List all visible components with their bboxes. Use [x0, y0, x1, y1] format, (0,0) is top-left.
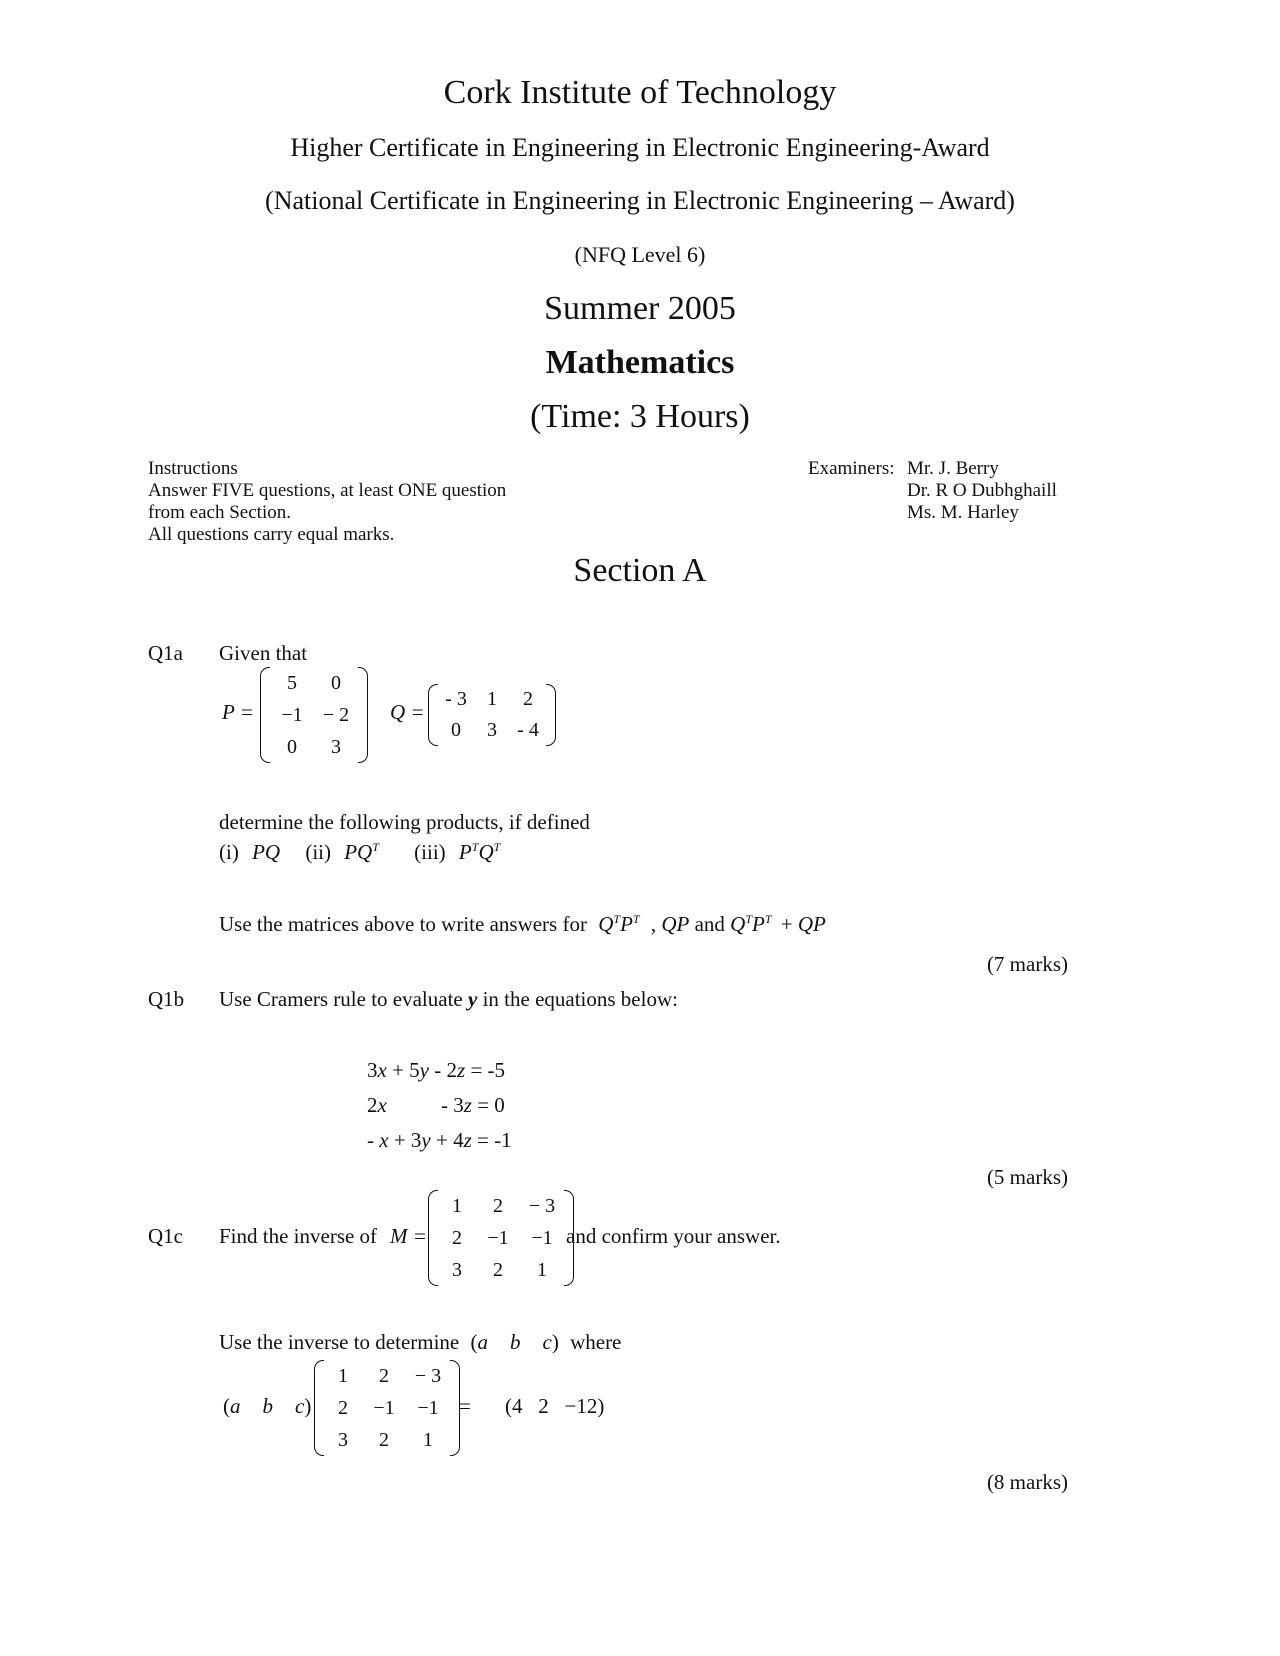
- examiners-label: Examiners:: [808, 458, 895, 479]
- matrix-cell: 2: [338, 1396, 348, 1419]
- row-vector: (a b c): [223, 1394, 312, 1418]
- matrix-cell: −1: [417, 1396, 439, 1419]
- expression: QP: [661, 912, 690, 936]
- equation-row: 2x: [367, 1093, 387, 1117]
- part-label: (ii): [305, 840, 331, 864]
- matrix-m-repeat: [314, 1360, 460, 1456]
- instructions-line: All questions carry equal marks.: [148, 524, 395, 545]
- use-inverse-line: Use the inverse to determine (a b c) where: [219, 1330, 622, 1354]
- examiner-name: Ms. M. Harley: [907, 502, 1019, 523]
- matrix-q-label: Q =: [390, 700, 425, 724]
- expression: QP: [797, 912, 826, 936]
- question-intro: Given that: [219, 641, 308, 665]
- exam-duration: (Time: 3 Hours): [530, 398, 750, 435]
- matrix-cell: - 4: [517, 719, 539, 741]
- marks-label: (7 marks): [986, 952, 1068, 976]
- products-list: [219, 840, 500, 865]
- matrix-cell: −1: [373, 1396, 395, 1419]
- instructions-line: Answer FIVE questions, at least ONE question: [148, 480, 507, 501]
- expression: $Q^TP^T$: [598, 912, 640, 936]
- matrix-cell: - 3: [445, 688, 467, 710]
- equation-row: 3x + 5y - 2z = -5: [367, 1058, 506, 1082]
- matrix-cell: −1: [487, 1226, 509, 1249]
- use-matrices-text: Use the matrices above to write answers for: [219, 912, 587, 936]
- matrix-cell: 0: [287, 735, 297, 758]
- matrix-cell: 2: [379, 1428, 389, 1451]
- matrix-cell: − 2: [322, 703, 350, 726]
- marks-label: (5 marks): [986, 1165, 1068, 1189]
- question-label: Q1a: [148, 641, 183, 665]
- instructions-title: Instructions: [148, 458, 238, 479]
- instructions-line: from each Section.: [148, 502, 291, 523]
- matrix-cell: 2: [379, 1364, 389, 1387]
- exam-subject: Mathematics: [545, 344, 735, 381]
- expression: $Q^TP^T$: [730, 912, 772, 936]
- matrix-cell: 0: [451, 719, 461, 741]
- matrix-cell: 3: [487, 719, 497, 741]
- matrix-cell: − 3: [528, 1194, 556, 1217]
- section-title: Section A: [573, 552, 707, 589]
- matrix-cell: 0: [331, 671, 341, 694]
- inverse-instruction: Find the inverse of: [219, 1224, 378, 1248]
- matrix-cell: 1: [452, 1194, 462, 1217]
- products-instruction: determine the following products, if defined: [219, 810, 590, 834]
- matrix-cell: 3: [331, 735, 341, 758]
- part-expression: PQ: [252, 840, 281, 864]
- use-matrices-line: Use the matrices above to write answers for $Q^TP^T$ , QP and $Q^TP^T$ + QP: [219, 912, 826, 936]
- matrix-cell: 1: [487, 688, 497, 710]
- matrix-p-label: P =: [222, 700, 254, 724]
- matrix-cell: 2: [493, 1194, 503, 1217]
- examiners-list: [907, 458, 1057, 524]
- matrix-m: [428, 1190, 574, 1286]
- equation-row-rest: - 3z = 0: [441, 1093, 505, 1117]
- examiner-name: Dr. R O Dubhghaill: [907, 480, 1057, 501]
- question-label: Q1b: [148, 987, 185, 1011]
- national-award-title: (National Certificate in Engineering in Electronic Engineering – Award): [265, 186, 1015, 215]
- award-title: Higher Certificate in Engineering in Electronic Engineering-Award: [290, 133, 990, 162]
- instructions-block: [148, 458, 506, 546]
- matrix-cell: −1: [281, 703, 303, 726]
- matrix-cell: 2: [493, 1258, 503, 1281]
- part-expression: $PQ^T$: [344, 840, 379, 864]
- matrix-cell: 5: [287, 671, 297, 694]
- matrix-cell: 1: [537, 1258, 547, 1281]
- institute-title: Cork Institute of Technology: [443, 74, 837, 111]
- cramers-instruction: Use Cramers rule to evaluate y in the equations below:: [219, 987, 678, 1011]
- matrix-cell: 3: [452, 1258, 462, 1281]
- nfq-level: (NFQ Level 6): [574, 242, 706, 267]
- matrix-cell: −1: [531, 1226, 553, 1249]
- matrix-m-label: M =: [390, 1224, 427, 1248]
- question-label: Q1c: [148, 1224, 183, 1248]
- equals-sign: =: [459, 1394, 471, 1418]
- matrix-cell: 3: [338, 1428, 348, 1451]
- matrix-cell: 2: [452, 1226, 462, 1249]
- matrix-cell: 1: [338, 1364, 348, 1387]
- marks-label: (8 marks): [986, 1470, 1068, 1494]
- confirm-text: and confirm your answer.: [566, 1224, 781, 1248]
- matrix-q: [428, 684, 556, 746]
- exam-session: Summer 2005: [544, 290, 736, 327]
- part-expression: $P^TQ^T$: [458, 840, 501, 864]
- examiner-name: Mr. J. Berry: [907, 458, 999, 479]
- matrix-p: [260, 667, 368, 763]
- matrix-cell: 2: [523, 688, 533, 710]
- part-label: (iii): [414, 840, 446, 864]
- part-label: (i): [219, 840, 239, 864]
- matrix-cell: 1: [423, 1428, 433, 1451]
- matrix-cell: − 3: [414, 1364, 442, 1387]
- rhs-vector: (4 2 −12): [505, 1394, 605, 1418]
- equation-row: - x + 3y + 4z = -1: [367, 1128, 512, 1152]
